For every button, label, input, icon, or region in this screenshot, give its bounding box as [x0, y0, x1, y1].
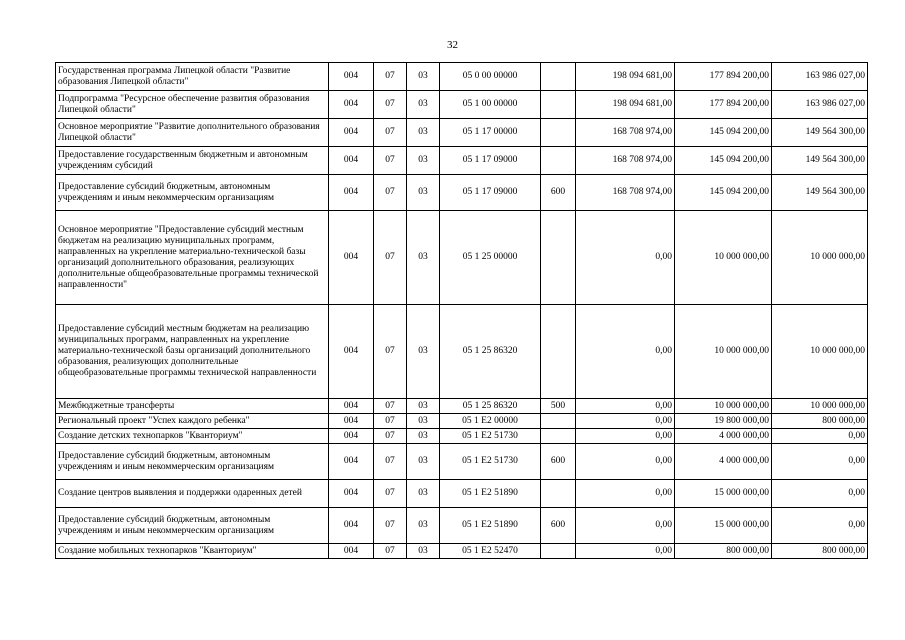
cell-amount-year-1: 198 094 681,00 [576, 63, 675, 91]
cell-ministry: 004 [329, 211, 374, 305]
cell-ministry: 004 [329, 429, 374, 444]
cell-name: Региональный проект "Успех каждого ребенка" [56, 414, 329, 429]
cell-section: 07 [374, 508, 407, 544]
cell-name: Создание мобильных технопарков "Кванториум" [56, 544, 329, 559]
cell-section: 07 [374, 305, 407, 399]
cell-target-article: 05 1 25 00000 [440, 211, 541, 305]
cell-amount-year-2: 4 000 000,00 [675, 429, 772, 444]
cell-expense-type [541, 211, 576, 305]
cell-amount-year-2: 19 800 000,00 [675, 414, 772, 429]
cell-amount-year-3: 0,00 [772, 429, 868, 444]
cell-amount-year-1: 168 708 974,00 [576, 175, 675, 211]
cell-ministry: 004 [329, 147, 374, 175]
cell-subsection: 03 [407, 63, 440, 91]
table-row [56, 119, 868, 147]
cell-ministry: 004 [329, 544, 374, 559]
cell-amount-year-2: 15 000 000,00 [675, 480, 772, 508]
cell-section: 07 [374, 119, 407, 147]
cell-amount-year-2: 145 094 200,00 [675, 147, 772, 175]
cell-target-article: 05 1 00 00000 [440, 91, 541, 119]
cell-name: Подпрограмма "Ресурсное обеспечение развития образования Липецкой области" [56, 91, 329, 119]
cell-amount-year-2: 800 000,00 [675, 544, 772, 559]
cell-amount-year-1: 0,00 [576, 544, 675, 559]
table-row [56, 399, 868, 414]
cell-subsection: 03 [407, 305, 440, 399]
cell-amount-year-2: 145 094 200,00 [675, 119, 772, 147]
table-row [56, 544, 868, 559]
cell-target-article: 05 1 E2 51730 [440, 444, 541, 480]
cell-name: Предоставление государственным бюджетным и автономным учреждениям субсидий [56, 147, 329, 175]
cell-name: Создание детских технопарков "Кванториум" [56, 429, 329, 444]
cell-expense-type [541, 147, 576, 175]
table-row [56, 63, 868, 91]
cell-name: Создание центров выявления и поддержки одаренных детей [56, 480, 329, 508]
cell-ministry: 004 [329, 175, 374, 211]
cell-section: 07 [374, 444, 407, 480]
cell-amount-year-3: 163 986 027,00 [772, 91, 868, 119]
table-row [56, 91, 868, 119]
cell-amount-year-3: 149 564 300,00 [772, 119, 868, 147]
cell-amount-year-3: 149 564 300,00 [772, 175, 868, 211]
cell-name: Предоставление субсидий бюджетным, автономным учреждениям и иным некоммерческим организациям [56, 508, 329, 544]
table-row [56, 429, 868, 444]
cell-expense-type [541, 429, 576, 444]
cell-section: 07 [374, 544, 407, 559]
cell-amount-year-1: 0,00 [576, 480, 675, 508]
table-body [56, 63, 868, 559]
cell-expense-type: 600 [541, 444, 576, 480]
cell-expense-type [541, 63, 576, 91]
cell-section: 07 [374, 399, 407, 414]
cell-name: Предоставление субсидий бюджетным, автономным учреждениям и иным некоммерческим организациям [56, 444, 329, 480]
cell-section: 07 [374, 480, 407, 508]
cell-amount-year-3: 0,00 [772, 444, 868, 480]
cell-amount-year-2: 10 000 000,00 [675, 211, 772, 305]
cell-amount-year-3: 163 986 027,00 [772, 63, 868, 91]
cell-name: Основное мероприятие "Предоставление субсидий местным бюджетам на реализацию муниципальных программ, направленных на укрепление материально-технической базы организаций дополнительного образования, реализующих дополнительные общеобразовательные программы технической направленности" [56, 211, 329, 305]
cell-amount-year-2: 10 000 000,00 [675, 305, 772, 399]
cell-ministry: 004 [329, 305, 374, 399]
cell-name: Государственная программа Липецкой области "Развитие образования Липецкой области" [56, 63, 329, 91]
cell-subsection: 03 [407, 508, 440, 544]
table-row [56, 508, 868, 544]
cell-expense-type: 500 [541, 399, 576, 414]
cell-subsection: 03 [407, 211, 440, 305]
cell-target-article: 05 1 17 09000 [440, 175, 541, 211]
cell-section: 07 [374, 414, 407, 429]
cell-amount-year-2: 10 000 000,00 [675, 399, 772, 414]
cell-target-article: 05 1 25 86320 [440, 399, 541, 414]
cell-subsection: 03 [407, 147, 440, 175]
cell-amount-year-3: 10 000 000,00 [772, 399, 868, 414]
cell-ministry: 004 [329, 63, 374, 91]
cell-amount-year-3: 0,00 [772, 508, 868, 544]
cell-expense-type: 600 [541, 175, 576, 211]
cell-ministry: 004 [329, 480, 374, 508]
cell-amount-year-2: 177 894 200,00 [675, 91, 772, 119]
table-row [56, 147, 868, 175]
cell-expense-type [541, 91, 576, 119]
cell-target-article: 05 1 E2 52470 [440, 544, 541, 559]
cell-expense-type: 600 [541, 508, 576, 544]
cell-ministry: 004 [329, 91, 374, 119]
cell-amount-year-3: 149 564 300,00 [772, 147, 868, 175]
cell-amount-year-1: 0,00 [576, 305, 675, 399]
cell-subsection: 03 [407, 544, 440, 559]
cell-amount-year-3: 0,00 [772, 480, 868, 508]
table-row [56, 444, 868, 480]
cell-amount-year-2: 177 894 200,00 [675, 63, 772, 91]
cell-amount-year-1: 198 094 681,00 [576, 91, 675, 119]
cell-name: Основное мероприятие "Развитие дополнительного образования Липецкой области" [56, 119, 329, 147]
cell-amount-year-1: 0,00 [576, 211, 675, 305]
cell-target-article: 05 1 17 00000 [440, 119, 541, 147]
cell-amount-year-3: 10 000 000,00 [772, 305, 868, 399]
cell-amount-year-1: 0,00 [576, 508, 675, 544]
page-number: 32 [447, 39, 458, 51]
cell-target-article: 05 1 17 09000 [440, 147, 541, 175]
cell-section: 07 [374, 91, 407, 119]
cell-amount-year-1: 168 708 974,00 [576, 147, 675, 175]
cell-ministry: 004 [329, 119, 374, 147]
cell-ministry: 004 [329, 399, 374, 414]
cell-section: 07 [374, 211, 407, 305]
cell-subsection: 03 [407, 429, 440, 444]
cell-amount-year-3: 800 000,00 [772, 414, 868, 429]
cell-name: Предоставление субсидий местным бюджетам на реализацию муниципальных программ, направленных на укрепление материально-технической базы организаций дополнительного образования, реализующих дополнительные общеобразовательные программы технической направленности [56, 305, 329, 399]
cell-subsection: 03 [407, 480, 440, 508]
cell-target-article: 05 1 E2 51890 [440, 508, 541, 544]
cell-amount-year-3: 10 000 000,00 [772, 211, 868, 305]
cell-target-article: 05 1 25 86320 [440, 305, 541, 399]
cell-amount-year-2: 145 094 200,00 [675, 175, 772, 211]
cell-expense-type [541, 305, 576, 399]
cell-name: Предоставление субсидий бюджетным, автономным учреждениям и иным некоммерческим организациям [56, 175, 329, 211]
cell-subsection: 03 [407, 175, 440, 211]
cell-target-article: 05 1 E2 51730 [440, 429, 541, 444]
table-row [56, 175, 868, 211]
cell-target-article: 05 1 E2 00000 [440, 414, 541, 429]
cell-amount-year-1: 0,00 [576, 429, 675, 444]
cell-ministry: 004 [329, 414, 374, 429]
cell-ministry: 004 [329, 444, 374, 480]
cell-subsection: 03 [407, 91, 440, 119]
cell-subsection: 03 [407, 119, 440, 147]
cell-subsection: 03 [407, 414, 440, 429]
cell-amount-year-3: 800 000,00 [772, 544, 868, 559]
cell-expense-type [541, 480, 576, 508]
cell-target-article: 05 1 E2 51890 [440, 480, 541, 508]
cell-expense-type [541, 414, 576, 429]
cell-subsection: 03 [407, 399, 440, 414]
table-row [56, 305, 868, 399]
cell-subsection: 03 [407, 444, 440, 480]
cell-expense-type [541, 544, 576, 559]
table-row [56, 414, 868, 429]
cell-name: Межбюджетные трансферты [56, 399, 329, 414]
table-row [56, 480, 868, 508]
cell-section: 07 [374, 429, 407, 444]
table-row [56, 211, 868, 305]
cell-amount-year-2: 15 000 000,00 [675, 508, 772, 544]
cell-section: 07 [374, 147, 407, 175]
cell-ministry: 004 [329, 508, 374, 544]
cell-target-article: 05 0 00 00000 [440, 63, 541, 91]
cell-amount-year-1: 0,00 [576, 399, 675, 414]
cell-amount-year-1: 0,00 [576, 444, 675, 480]
cell-section: 07 [374, 175, 407, 211]
cell-expense-type [541, 119, 576, 147]
cell-amount-year-2: 4 000 000,00 [675, 444, 772, 480]
cell-amount-year-1: 168 708 974,00 [576, 119, 675, 147]
cell-amount-year-1: 0,00 [576, 414, 675, 429]
budget-table [55, 62, 868, 559]
cell-section: 07 [374, 63, 407, 91]
